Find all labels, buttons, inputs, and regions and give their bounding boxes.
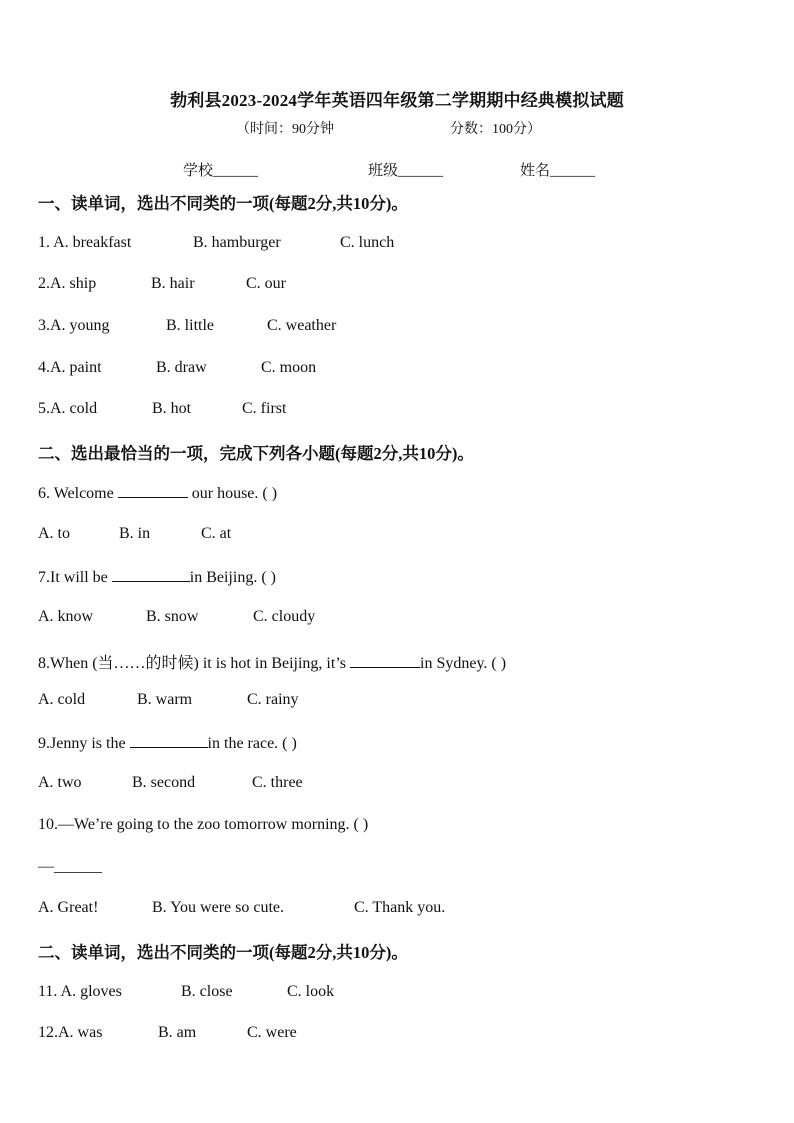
q3-option-c: C. weather [267, 317, 337, 334]
q8-option-a: A. cold [38, 691, 86, 708]
q8-option-c: C. rainy [247, 691, 299, 708]
question-9 [38, 733, 297, 753]
section-heading-3: 二、读单词，选出不同类的一项(每题2分,共10分)。 [38, 943, 408, 962]
question-10: 10.—We’re going to the zoo tomorrow morning. ( ) [38, 816, 369, 833]
school-field: 学校______ [183, 163, 259, 179]
name-field: 姓名______ [520, 163, 596, 179]
page-title: 勃利县2023-2024学年英语四年级第二学期期中经典模拟试题 [170, 91, 624, 110]
question-8 [38, 650, 506, 673]
q9-stem-start: 9.Jenny is the [38, 735, 130, 752]
question-6 [38, 483, 277, 503]
q7-blank [112, 567, 190, 582]
q8-stem-end: in Sydney. ( ) [420, 655, 507, 672]
q12-option-a: 12.A. was [38, 1024, 103, 1041]
q5-option-c: C. first [242, 400, 287, 417]
q12-option-c: C. were [247, 1024, 297, 1041]
q6-option-b: B. in [119, 525, 151, 542]
q4-option-a: 4.A. paint [38, 359, 102, 376]
q2-option-a: 2.A. ship [38, 275, 97, 292]
q4-option-c: C. moon [261, 359, 317, 376]
q6-blank [118, 483, 188, 498]
q9-blank [130, 733, 208, 748]
q5-option-b: B. hot [152, 400, 192, 417]
q7-option-b: B. snow [146, 608, 199, 625]
section-heading-2: 二、选出最恰当的一项，完成下列各小题(每题2分,共10分)。 [38, 444, 474, 463]
q9-option-a: A. two [38, 774, 82, 791]
exam-score: 分数：100分） [450, 122, 541, 137]
q3-option-a: 3.A. young [38, 317, 110, 334]
q11-option-a: 11. A. gloves [38, 983, 122, 1000]
q8-blank [350, 653, 420, 668]
question-10-reply: —______ [38, 858, 102, 875]
q12-option-b: B. am [158, 1024, 197, 1041]
q6-stem-start: 6. Welcome [38, 485, 118, 502]
q11-option-c: C. look [287, 983, 335, 1000]
section-heading-1: 一、读单词，选出不同类的一项(每题2分,共10分)。 [38, 194, 408, 213]
q1-option-b: B. hamburger [193, 234, 281, 251]
q1-option-a: 1. A. breakfast [38, 234, 132, 251]
q2-option-b: B. hair [151, 275, 195, 292]
q1-option-c: C. lunch [340, 234, 395, 251]
q7-option-c: C. cloudy [253, 608, 316, 625]
q8-option-b: B. warm [137, 691, 193, 708]
q7-stem-end: in Beijing. ( ) [189, 569, 276, 586]
q10-option-b: B. You were so cute. [152, 899, 284, 916]
q6-option-a: A. to [38, 525, 70, 542]
q7-stem-start: 7.It will be [38, 569, 112, 586]
q8-stem-start: 8.When (当……的时候) it is hot in Beijing, it’s [38, 655, 350, 672]
class-field: 班级______ [368, 163, 444, 179]
q2-option-c: C. our [246, 275, 286, 292]
q6-stem-end: our house. ( ) [187, 485, 278, 502]
q6-option-c: C. at [201, 525, 232, 542]
q7-option-a: A. know [38, 608, 94, 625]
q9-option-b: B. second [132, 774, 196, 791]
q5-option-a: 5.A. cold [38, 400, 98, 417]
q11-option-b: B. close [181, 983, 233, 1000]
question-7 [38, 567, 276, 587]
q10-option-a: A. Great! [38, 899, 99, 916]
q9-option-c: C. three [252, 774, 303, 791]
q3-option-b: B. little [166, 317, 214, 334]
q9-stem-end: in the race. ( ) [207, 735, 297, 752]
exam-time: （时间：90分钟 [236, 122, 334, 137]
q10-option-c: C. Thank you. [354, 899, 446, 916]
q4-option-b: B. draw [156, 359, 207, 376]
